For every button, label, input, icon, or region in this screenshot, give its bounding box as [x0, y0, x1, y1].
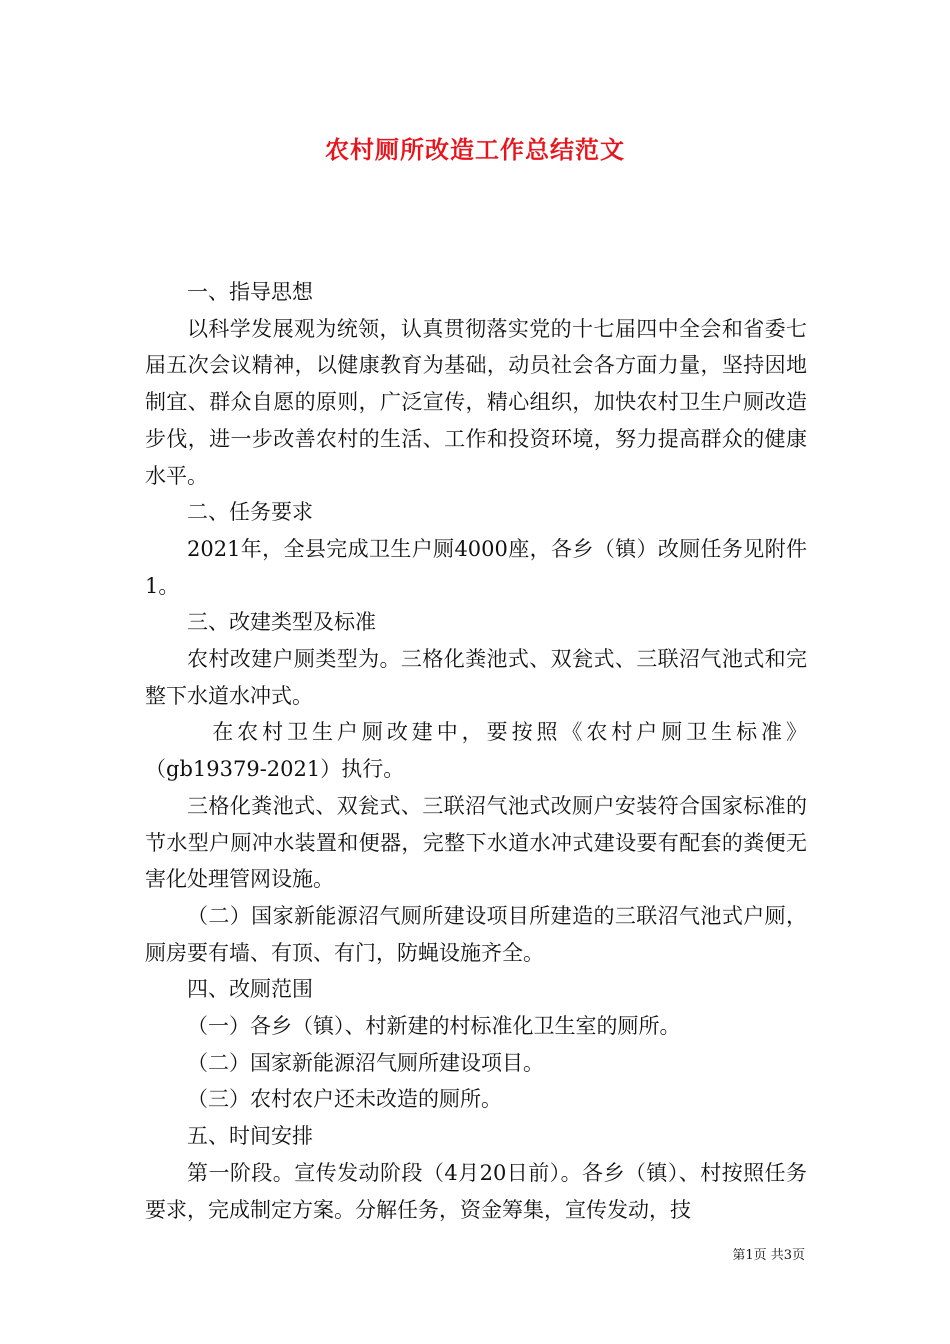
paragraph: （一）各乡（镇）、村新建的村标准化卫生室的厕所。 — [187, 1014, 681, 1039]
paragraph: 以科学发展观为统领，认真贯彻落实党的十七届四中全会和省委七届五次会议精神，以健康教育为基础，动员社会各方面力量，坚持因地制宜、群众自愿的原则，广泛宣传，精心组织，加快农村卫生户厕改造步伐，进一步改善农村的生活、工作和投资环境，努力提高群众的健康水平。 — [145, 316, 807, 488]
document-title: 农村厕所改造工作总结范文 — [325, 135, 625, 164]
document-body — [145, 274, 807, 1228]
paragraph: 三格化粪池式、双瓮式、三联沼气池式改厕户安装符合国家标准的节水型户厕冲水装置和便器，完整下水道水冲式建设要有配套的粪便无害化处理管网设施。 — [145, 793, 807, 892]
paragraph: 在农村卫生户厕改建中，要按照《农村户厕卫生标准》（gb19379-2021）执行。 — [145, 720, 807, 782]
section-heading: 四、改厕范围 — [187, 977, 313, 1002]
section-heading: 三、改建类型及标准 — [187, 610, 376, 635]
page-number: 第1页 共3页 — [732, 1248, 805, 1263]
paragraph: （二）国家新能源沼气厕所建设项目所建造的三联沼气池式户厕，厕房要有墙、有顶、有门，防蝇设施齐全。 — [145, 903, 807, 965]
paragraph: （三）农村农户还未改造的厕所。 — [187, 1087, 502, 1112]
paragraph: 农村改建户厕类型为。三格化粪池式、双瓮式、三联沼气池式和完整下水道水冲式。 — [145, 647, 807, 708]
paragraph: 第一阶段。宣传发动阶段（4月20日前）。各乡（镇）、村按照任务要求，完成制定方案。分解任务，资金筹集，宣传发动，技 — [145, 1160, 807, 1222]
section-heading: 一、指导思想 — [187, 280, 313, 304]
section-heading: 五、时间安排 — [187, 1124, 313, 1149]
paragraph: （二）国家新能源沼气厕所建设项目。 — [187, 1050, 544, 1075]
section-heading: 二、任务要求 — [187, 500, 313, 525]
paragraph: 2021年，全县完成卫生户厕4000座，各乡（镇）改厕任务见附件1。 — [145, 536, 807, 598]
